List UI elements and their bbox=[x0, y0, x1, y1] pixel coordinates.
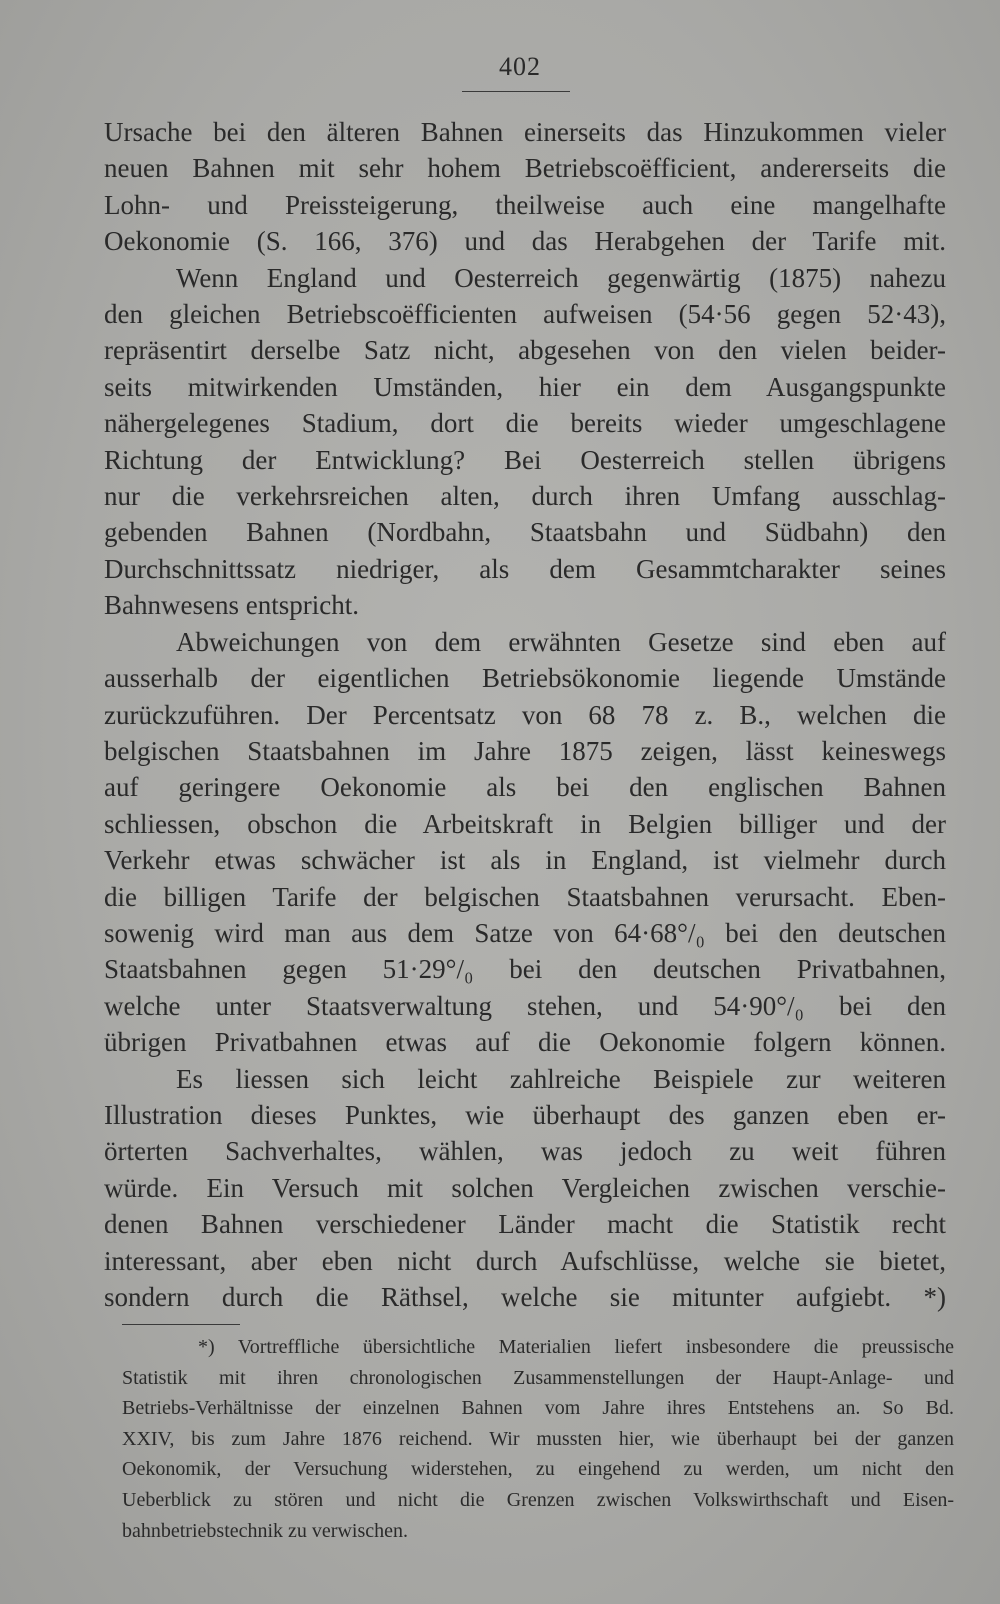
text-line: Ursache bei den älteren Bahnen einerseits das Hinzukommen vieler bbox=[104, 117, 946, 147]
text-line: welche unter Staatsverwaltung stehen, und 54·90°/₀ bei den bbox=[104, 990, 946, 1021]
text-line: auf geringere Oekonomie als bei den englischen Bahnen bbox=[104, 772, 946, 803]
text-line: Bahnwesens entspricht. bbox=[104, 590, 359, 621]
text-line: Es liessen sich leicht zahlreiche Beispiele zur weiteren bbox=[176, 1063, 946, 1094]
footnote-rule bbox=[122, 1324, 240, 1325]
text-line: würde. Ein Versuch mit solchen Vergleichen zwischen verschie- bbox=[104, 1172, 946, 1203]
footnote-line: *) Vortreffliche übersichtliche Materialien liefert insbesondere die preussische bbox=[198, 1336, 954, 1358]
footnote-line: Ueberblick zu stören und nicht die Grenzen zwischen Volkswirthschaft und Eisen- bbox=[122, 1488, 954, 1511]
text-line: Lohn- und Preissteigerung, theilweise auch eine mangelhafte bbox=[104, 189, 946, 220]
footnote-line: bahnbetriebstechnik zu verwischen. bbox=[122, 1519, 409, 1542]
text-line: örterten Sachverhaltes, wählen, was jedoch zu weit führen bbox=[104, 1136, 946, 1167]
footnote-line: XXIV, bis zum Jahre 1876 reichend. Wir mussten hier, wie überhaupt bei der ganzen bbox=[122, 1427, 954, 1450]
text-line: ausserhalb der eigentlichen Betriebsökonomie liegende Umstände bbox=[104, 663, 946, 694]
text-line: denen Bahnen verschiedener Länder macht die Statistik recht bbox=[104, 1209, 946, 1240]
text-line: gebenden Bahnen (Nordbahn, Staatsbahn und Südbahn) den bbox=[104, 517, 946, 548]
text-line: seits mitwirkenden Umständen, hier ein dem Ausgangspunkte bbox=[104, 371, 946, 402]
text-line: neuen Bahnen mit sehr hohem Betriebscoëfficient, andererseits die bbox=[104, 153, 946, 184]
text-line: Staatsbahnen gegen 51·29°/₀ bei den deutschen Privatbahnen, bbox=[104, 954, 946, 985]
text-line: Richtung der Entwicklung? Bei Oesterreich stellen übrigens bbox=[104, 444, 946, 475]
footnote bbox=[122, 1332, 954, 1546]
text-line: zurückzuführen. Der Percentsatz von 68 78 z. B., welchen die bbox=[104, 699, 946, 730]
text-line: die billigen Tarife der belgischen Staatsbahnen verursacht. Eben- bbox=[104, 881, 946, 912]
text-line: Oekonomie (S. 166, 376) und das Herabgehen der Tarife mit. bbox=[104, 226, 946, 257]
text-line: belgischen Staatsbahnen im Jahre 1875 zeigen, lässt keineswegs bbox=[104, 735, 946, 766]
text-line: Durchschnittssatz niedriger, als dem Gesammtcharakter seines bbox=[104, 553, 946, 584]
text-line: nähergelegenes Stadium, dort die bereits wieder umgeschlagene bbox=[104, 408, 946, 439]
text-line: Verkehr etwas schwächer ist als in England, ist vielmehr durch bbox=[104, 845, 946, 876]
footnote-line: Oekonomik, der Versuchung widerstehen, zu eingehend zu werden, um nicht den bbox=[122, 1458, 954, 1481]
text-line: nur die verkehrsreichen alten, durch ihren Umfang ausschlag- bbox=[104, 481, 946, 512]
page-number: 402 bbox=[499, 52, 541, 81]
text-line: übrigen Privatbahnen etwas auf die Oekonomie folgern können. bbox=[104, 1027, 946, 1058]
footnote-line: Betriebs-Verhältnisse der einzelnen Bahnen vom Jahre ihres Entstehens an. So Bd. bbox=[122, 1397, 954, 1420]
text-line: Wenn England und Oesterreich gegenwärtig (1875) nahezu bbox=[176, 262, 946, 293]
text-line: Abweichungen von dem erwähnten Gesetze sind eben auf bbox=[176, 626, 946, 657]
text-line: den gleichen Betriebscoëfficienten aufweisen (54·56 gegen 52·43), bbox=[104, 299, 946, 330]
text-line: sondern durch die Räthsel, welche sie mitunter aufgiebt. *) bbox=[104, 1282, 946, 1312]
text-line: Illustration dieses Punktes, wie überhaupt des ganzen eben er- bbox=[104, 1099, 946, 1130]
text-line: repräsentirt derselbe Satz nicht, abgesehen von den vielen beider- bbox=[104, 335, 946, 366]
header-rule bbox=[462, 91, 570, 92]
body-text bbox=[104, 114, 946, 1315]
text-line: interessant, aber eben nicht durch Aufschlüsse, welche sie bietet, bbox=[104, 1245, 946, 1276]
text-line: sowenig wird man aus dem Satze von 64·68°/₀ bei den deutschen bbox=[104, 917, 946, 948]
footnote-line: Statistik mit ihren chronologischen Zusammenstellungen der Haupt-Anlage- und bbox=[122, 1366, 954, 1389]
text-line: schliessen, obschon die Arbeitskraft in Belgien billiger und der bbox=[104, 808, 946, 839]
